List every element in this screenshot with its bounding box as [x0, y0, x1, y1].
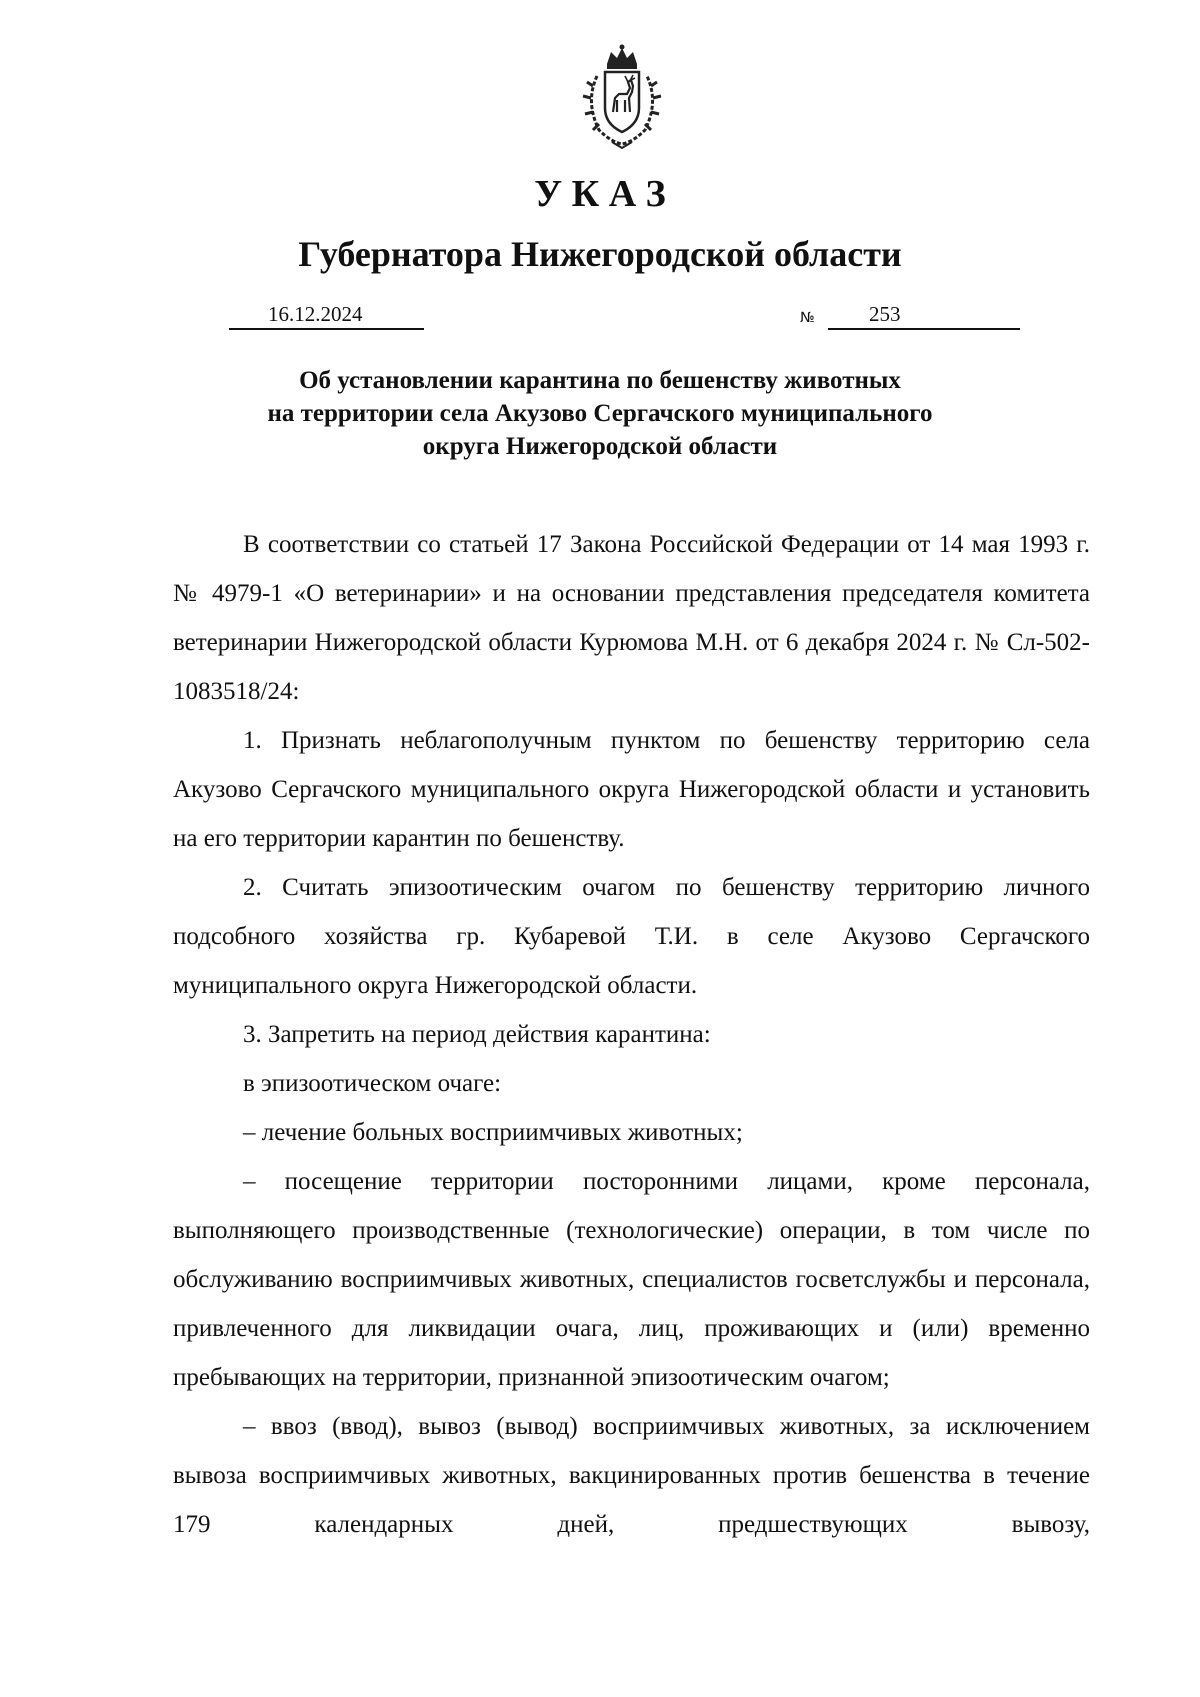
decree-title	[0, 364, 1200, 463]
title-line: Об установлении карантина по бешенству животных	[299, 367, 901, 394]
prohibition-item: – лечение больных восприимчивых животных;	[243, 1119, 743, 1146]
decree-body	[173, 520, 1090, 1549]
decree-number: 253	[869, 302, 901, 326]
clause-3-paragraph: 3. Запретить на период действия карантина:	[243, 1021, 711, 1048]
prohibition-item: – ввоз (ввод), вывоз (вывод) восприимчивых животных, за исключением вывоза восприимчивых животных, вакцинированных против бешенства в течение 179 календарных дней, предшествующих вывозу,	[173, 1413, 1090, 1538]
authority-heading: Губернатора Нижегородской области	[298, 234, 902, 274]
clause-2-paragraph: 2. Считать эпизоотическим очагом по бешенству территорию личного подсобного хозяйства гр. Кубаревой Т.И. в селе Акузово Сергачского муниципального округа Нижегородской области.	[173, 874, 1090, 999]
decree-date: 16.12.2024	[268, 302, 363, 326]
number-underline	[828, 298, 1020, 330]
title-line: на территории села Акузово Сергачского муниципального	[267, 400, 933, 427]
preamble-paragraph: В соответствии со статьей 17 Закона Российской Федерации от 14 мая 1993 г. № 4979-1 «О ветеринарии» и на основании представления председателя комитета ветеринарии Нижегородской области Курюмова М.Н. от 6 декабря 2024 г. № Сл-502-1083518/24:	[173, 531, 1090, 705]
clause-1-paragraph: 1. Признать неблагополучным пунктом по бешенству территорию села Акузово Сергачского муниципального округа Нижегородской области и установить на его территории карантин по бешенству.	[173, 727, 1090, 852]
prohibition-item: – посещение территории посторонними лицами, кроме персонала, выполняющего производственные (технологические) операции, в том числе по обслуживанию восприимчивых животных, специалистов госветслужбы и персонала, привлеченного для ликвидации очага, лиц, проживающих и (или) временно пребывающих на территории, признанной эпизоотическим очагом;	[173, 1168, 1090, 1391]
coat-of-arms-icon	[567, 42, 677, 152]
focus-subheading: в эпизоотическом очаге:	[243, 1070, 502, 1097]
title-line: округа Нижегородской области	[422, 433, 778, 460]
number-sign: №	[800, 310, 815, 326]
decree-heading: У К А З	[534, 173, 666, 215]
